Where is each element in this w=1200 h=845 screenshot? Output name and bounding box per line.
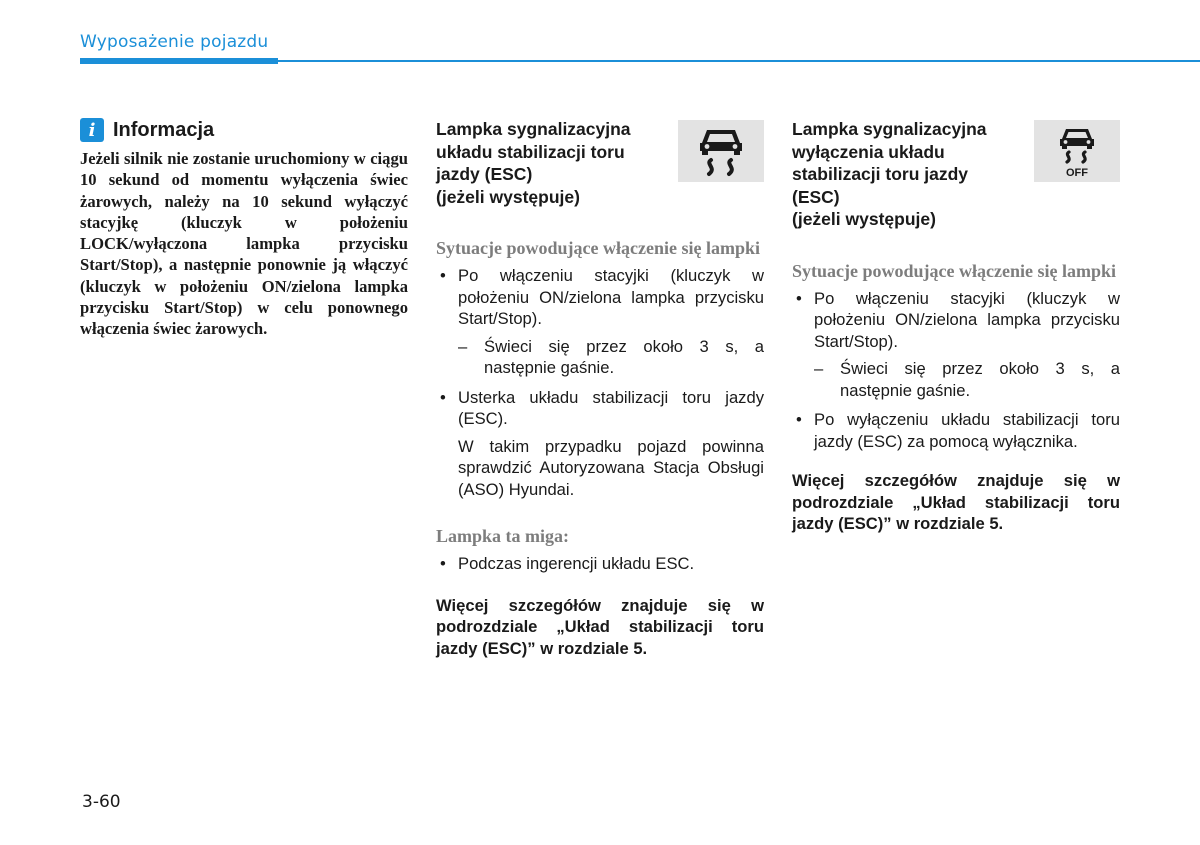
- esc-off-icon: [1034, 120, 1120, 182]
- esc-situations-list: [436, 265, 764, 330]
- esc-situations-heading: Sytuacje powodujące włączenie się lampki: [436, 238, 760, 258]
- esc-situations-list-2: [436, 387, 764, 430]
- esc-title-line: jazdy (ESC): [436, 164, 533, 184]
- list-item: • Po wyłączeniu układu stabilizacji toru jazdy (ESC) za pomocą wyłącznika.: [792, 409, 1120, 452]
- esc-off-more-info: Więcej szczegółów znajduje się w podrozdziale „Układ stabilizacji toru jazdy (ESC)” w rozdziale 5.: [792, 471, 1120, 533]
- esc-off-section: [792, 118, 1120, 535]
- list-item: • Po włączeniu stacyjki (kluczyk w położeniu ON/zielona lampka przycisku Start/Stop).: [436, 265, 764, 330]
- list-item: • Po włączeniu stacyjki (kluczyk w położeniu ON/zielona lampka przycisku Start/Stop).: [792, 288, 1120, 353]
- esc-note: W takim przypadku pojazd powinna sprawdzić Autoryzowana Stacja Obsługi (ASO) Hyundai.: [458, 436, 764, 499]
- esc-title-line: Lampka sygnalizacyjna: [436, 119, 631, 139]
- esc-blink-heading: Lampka ta miga:: [436, 526, 570, 546]
- esc-off-situations-list-2: [792, 409, 1120, 452]
- info-title: Informacja: [113, 118, 215, 141]
- esc-title: [436, 118, 664, 208]
- header-rule: [80, 60, 1200, 62]
- esc-off-icon-label: OFF: [1066, 167, 1088, 179]
- info-text: Jeżeli silnik nie zostanie uruchomiony w ciągu 10 sekund od momentu wyłączenia świec żarowych, należy na 10 sekund wyłączyć stacyjkę (kluczyk w położeniu LOCK/wyłączona lampka przycisku Start/Stop), a następnie ponownie ją włączyć (kluczyk w położeniu ON/zielona lampka przycisku Start/Stop) w celu ponownego włączenia świec żarowych.: [80, 149, 408, 339]
- esc-section: [436, 118, 764, 659]
- esc-more-info: Więcej szczegółów znajduje się w podrozdziale „Układ stabilizacji toru jazdy (ESC)” w rozdziale 5.: [436, 595, 764, 658]
- esc-skid-icon: [678, 120, 764, 182]
- esc-title-line: (jeżeli występuje): [436, 186, 580, 207]
- esc-off-situations-heading: Sytuacje powodujące włączenie się lampki: [792, 260, 1116, 281]
- esc-off-situations-list: [792, 288, 1120, 353]
- page-number: 3-60: [82, 792, 121, 812]
- info-heading: [80, 118, 408, 142]
- section-header-title: Wyposażenie pojazdu: [80, 32, 269, 52]
- esc-title-line: układu stabilizacji toru: [436, 141, 625, 162]
- esc-dash-item: – Świeci się przez około 3 s, a następnie gaśnie.: [458, 336, 764, 379]
- info-box: [80, 118, 408, 340]
- esc-off-title-line: stabilizacji toru jazdy (ESC): [792, 164, 969, 207]
- info-icon: i: [80, 118, 104, 142]
- esc-off-title: [792, 118, 1020, 231]
- esc-off-title-line: (jeżeli występuje): [792, 209, 936, 229]
- esc-off-title-line: Lampka sygnalizacyjna: [792, 119, 987, 139]
- esc-off-dash-item: – Świeci się przez około 3 s, a następnie gaśnie.: [814, 358, 1120, 401]
- esc-off-title-line: wyłączenia układu: [792, 141, 945, 162]
- list-item: • Podczas ingerencji układu ESC.: [436, 553, 764, 575]
- list-item: • Usterka układu stabilizacji toru jazdy (ESC).: [436, 387, 764, 430]
- esc-blink-list: [436, 553, 764, 575]
